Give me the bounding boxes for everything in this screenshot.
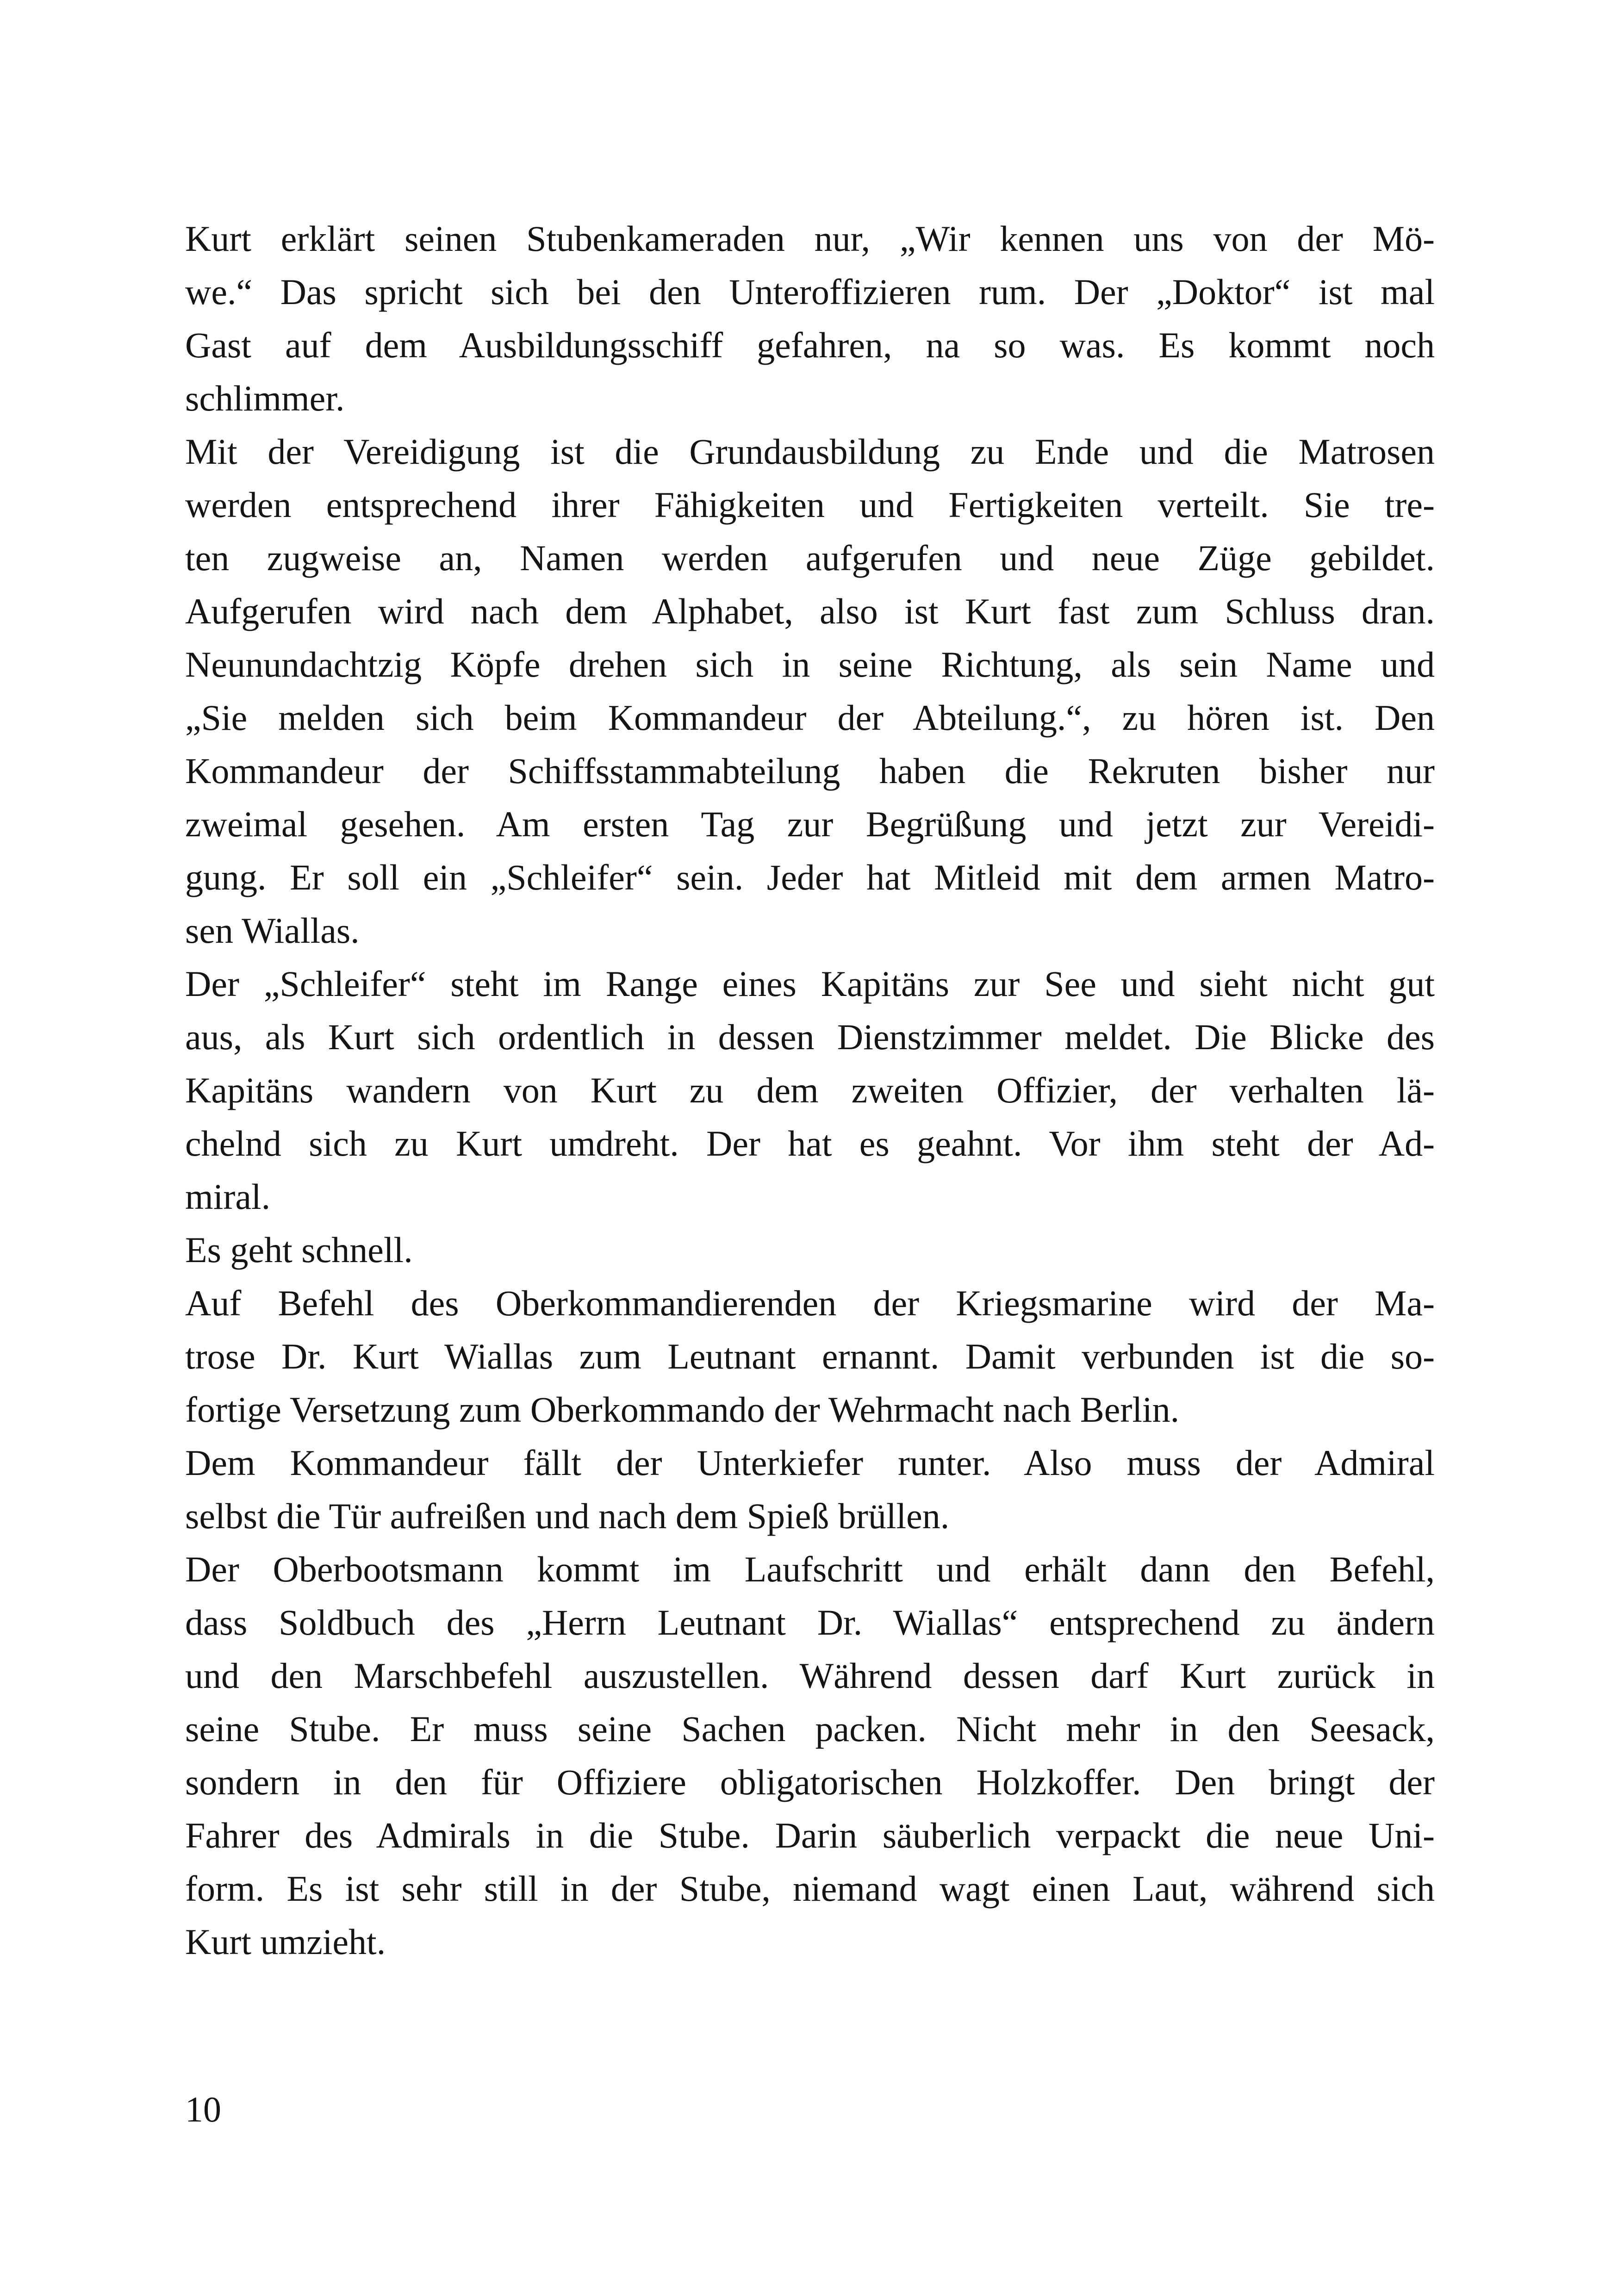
- text-line: chelnd sich zu Kurt umdreht. Der hat es geahnt. Vor ihm steht der Ad-: [185, 1123, 1435, 1164]
- text-line: werden entsprechend ihrer Fähigkeiten und Fertigkeiten verteilt. Sie tre-: [185, 485, 1435, 525]
- text-line: dass Soldbuch des „Herrn Leutnant Dr. Wiallas“ entsprechend zu ändern: [185, 1602, 1435, 1643]
- text-line: Auf Befehl des Oberkommandierenden der Kriegsmarine wird der Ma-: [185, 1283, 1435, 1323]
- body-text: [185, 212, 1435, 1968]
- paragraph: [185, 1223, 1435, 1276]
- text-line: Neunundachtzig Köpfe drehen sich in seine Richtung, als sein Name und: [185, 644, 1435, 684]
- paragraph: [185, 1436, 1435, 1543]
- text-line: Kapitäns wandern von Kurt zu dem zweiten Offizier, der verhalten lä-: [185, 1070, 1435, 1110]
- text-line: we.“ Das spricht sich bei den Unteroffizieren rum. Der „Doktor“ ist mal: [185, 272, 1435, 312]
- text-line: Kommandeur der Schiffsstammabteilung haben die Rekruten bisher nur: [185, 751, 1435, 791]
- text-line: sondern in den für Offiziere obligatorischen Holzkoffer. Den bringt der: [185, 1762, 1435, 1802]
- text-line: sen Wiallas.: [185, 910, 360, 951]
- text-line: ten zugweise an, Namen werden aufgerufen und neue Züge gebildet.: [185, 538, 1435, 578]
- text-line: Der Oberbootsmann kommt im Laufschritt und erhält dann den Befehl,: [185, 1549, 1435, 1589]
- text-line: aus, als Kurt sich ordentlich in dessen Dienstzimmer meldet. Die Blicke des: [185, 1017, 1435, 1057]
- text-line: seine Stube. Er muss seine Sachen packen. Nicht mehr in den Seesack,: [185, 1709, 1435, 1749]
- text-line: Fahrer des Admirals in die Stube. Darin säuberlich verpackt die neue Uni-: [185, 1815, 1435, 1855]
- text-line: Dem Kommandeur fällt der Unterkiefer runter. Also muss der Admiral: [185, 1443, 1435, 1483]
- text-line: und den Marschbefehl auszustellen. Während dessen darf Kurt zurück in: [185, 1655, 1435, 1696]
- paragraph: [185, 212, 1435, 425]
- text-line: form. Es ist sehr still in der Stube, niemand wagt einen Laut, während sich: [185, 1868, 1435, 1909]
- text-line: Gast auf dem Ausbildungsschiff gefahren, na so was. Es kommt noch: [185, 325, 1435, 365]
- text-line: fortige Versetzung zum Oberkommando der Wehrmacht nach Berlin.: [185, 1389, 1180, 1430]
- text-line: Mit der Vereidigung ist die Grundausbildung zu Ende und die Matrosen: [185, 431, 1435, 472]
- text-line: Es geht schnell.: [185, 1230, 413, 1270]
- text-line: Kurt umzieht.: [185, 1922, 386, 1962]
- text-line: zweimal gesehen. Am ersten Tag zur Begrüßung und jetzt zur Vereidi-: [185, 804, 1435, 844]
- text-line: selbst die Tür aufreißen und nach dem Spieß brüllen.: [185, 1496, 950, 1536]
- text-line: Aufgerufen wird nach dem Alphabet, also ist Kurt fast zum Schluss dran.: [185, 591, 1435, 631]
- text-line: schlimmer.: [185, 378, 345, 418]
- text-line: „Sie melden sich beim Kommandeur der Abteilung.“, zu hören ist. Den: [185, 697, 1435, 738]
- text-line: Der „Schleifer“ steht im Range eines Kapitäns zur See und sieht nicht gut: [185, 964, 1435, 1004]
- paragraph: [185, 1543, 1435, 1968]
- paragraph: [185, 957, 1435, 1223]
- text-line: miral.: [185, 1176, 271, 1217]
- paragraph: [185, 1276, 1435, 1436]
- text-line: gung. Er soll ein „Schleifer“ sein. Jeder hat Mitleid mit dem armen Matro-: [185, 857, 1435, 897]
- text-line: trose Dr. Kurt Wiallas zum Leutnant ernannt. Damit verbunden ist die so-: [185, 1336, 1435, 1376]
- text-line: Kurt erklärt seinen Stubenkameraden nur, „Wir kennen uns von der Mö-: [185, 218, 1435, 259]
- page-number: 10: [185, 2089, 221, 2129]
- paragraph: [185, 425, 1435, 957]
